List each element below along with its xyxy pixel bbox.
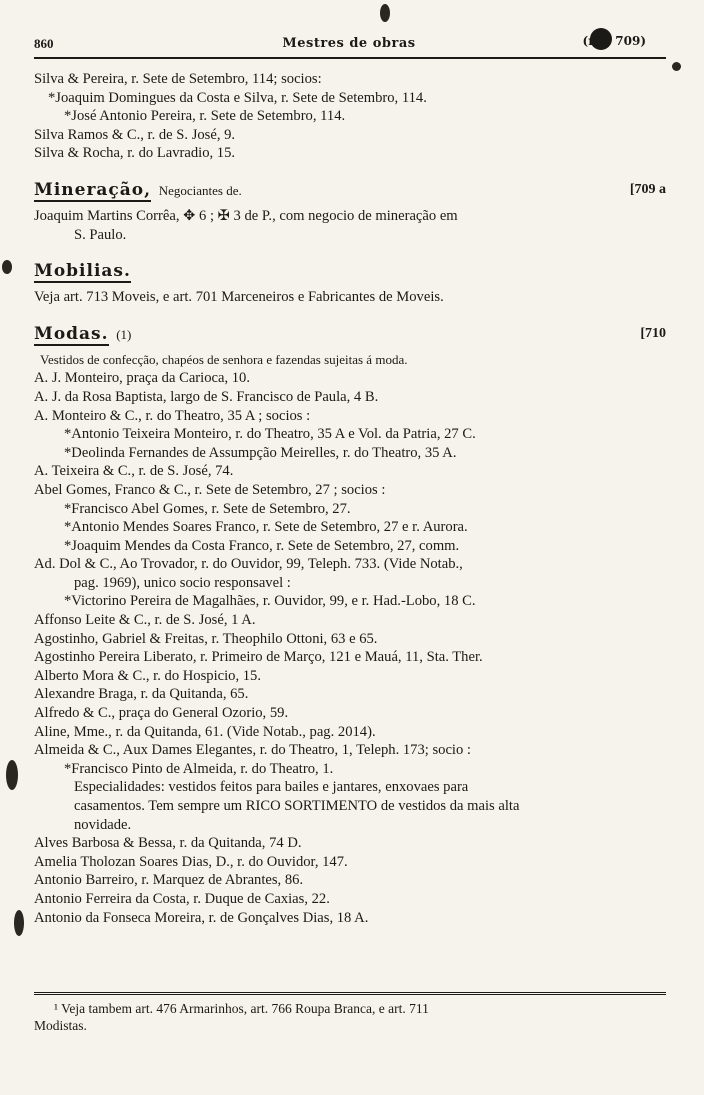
entry-line: Almeida & C., Aux Dames Elegantes, r. do Theatro, 1, Teleph. 173; socio : [34,742,471,759]
header-rule [34,57,666,59]
entry-line: A. J. da Rosa Baptista, largo de S. Francisco de Paula, 4 B. [34,388,379,405]
ink-blot [672,62,681,71]
section-heading: Modas. [34,323,109,344]
section-note: Vestidos de confecção, chapéos de senhora e fazendas sujeitas á moda. [40,351,408,367]
section-heading: Mineração, [34,179,152,200]
entry-line: A. J. Monteiro, praça da Carioca, 10. [34,370,250,387]
footnote-mark: (1) [116,326,132,342]
footnote-rule [34,992,666,993]
entry-line: Antonio Ferreira da Costa, r. Duque de Caxias, 22. [34,890,330,907]
entry-line: novidade. [74,816,132,833]
entry-line: pag. 1969), unico socio responsavel : [74,574,291,591]
entry-line: Alexandre Braga, r. da Quitanda, 65. [34,686,249,703]
footnote-line: Modistas. [34,1018,87,1033]
footnote-line: ¹ Veja tambem art. 476 Armarinhos, art. 766 Roupa Branca, e art. 711 [54,1001,429,1016]
section-number: [710 [640,325,666,341]
entry-line: *Deolinda Fernandes de Assumpção Meirelles, r. do Theatro, 35 A. [64,444,457,461]
entry-line: Aline, Mme., r. da Quitanda, 61. (Vide Notab., pag. 2014). [34,723,376,740]
entry-line: Antonio Barreiro, r. Marquez de Abrantes, 86. [34,872,304,889]
entry-line: S. Paulo. [74,226,127,243]
entry-line: Silva & Pereira, r. Sete de Setembro, 114; socios: [34,71,322,87]
entry-line: Abel Gomes, Franco & C., r. Sete de Setembro, 27 ; socios : [34,481,386,498]
ink-blot [14,910,24,936]
entry-line: casamentos. Tem sempre um RICO SORTIMENTO de vestidos da mais alta [74,798,520,814]
entry-line: Alfredo & C., praça do General Ozorio, 59. [34,705,289,722]
entry-line: *Francisco Abel Gomes, r. Sete de Setembro, 27. [64,500,351,517]
entry-line: *Antonio Mendes Soares Franco, r. Sete de Setembro, 27 e r. Aurora. [64,519,468,536]
entry-line: *Francisco Pinto de Almeida, r. do Theatro, 1. [64,760,334,777]
entry-line: *Joaquim Domingues da Costa e Silva, r. Sete de Setembro, 114. [48,89,427,106]
page-body [34,70,666,927]
entry-line: Ad. Dol & C., Ao Trovador, r. do Ouvidor, 99, Teleph. 733. (Vide Notab., [34,556,463,573]
entry-line: Joaquim Martins Corrêa, ✥ 6 ; ✠ 3 de P., com negocio de mineração em [34,207,458,224]
entry-line: *Joaquim Mendes da Costa Franco, r. Sete de Setembro, 27, comm. [64,537,460,554]
entry-line: *José Antonio Pereira, r. Sete de Setembro, 114. [64,108,346,125]
section-mobilias [34,262,666,288]
entry-line: *Victorino Pereira de Magalhães, r. Ouvidor, 99, e r. Had.-Lobo, 18 C. [64,593,476,610]
section-number: [709 a [629,181,666,197]
section-heading: Mobilias. [34,261,131,282]
entry-line: A. Monteiro & C., r. do Theatro, 35 A ; socios : [34,407,311,424]
entry-line: Veja art. 713 Moveis, e art. 701 Marceneiros e Fabricantes de Moveis. [34,289,444,306]
footnote [34,1000,664,1034]
entry-line: Affonso Leite & C., r. de S. José, 1 A. [34,612,256,629]
entry-line: Alberto Mora & C., r. do Hospicio, 15. [34,667,261,684]
ink-blot [380,4,390,22]
page-number: 860 [34,36,54,51]
entry-line: Especialidades: vestidos feitos para bailes e jantares, enxovaes para [74,779,469,796]
entry-line: Antonio da Fonseca Moreira, r. de Gonçalves Dias, 18 A. [34,909,369,926]
entry-line: Agostinho Pereira Liberato, r. Primeiro de Março, 121 e Mauá, 11, Sta. Ther. [34,649,483,666]
section-modas [34,325,666,351]
entry-line: Alves Barbosa & Bessa, r. da Quitanda, 74 D. [34,835,302,852]
page-header [34,34,664,54]
ink-blot [2,260,12,274]
section-mineracao [34,181,666,207]
page-title: Mestres de obras [282,36,416,51]
entry-line: *Antonio Teixeira Monteiro, r. do Theatro, 35 A e Vol. da Patria, 27 C. [64,426,476,443]
footnote-rule [34,994,666,995]
entry-line: Agostinho, Gabriel & Freitas, r. Theophilo Ottoni, 63 e 65. [34,630,378,647]
entry-line: Amelia Tholozan Soares Dias, D., r. do Ouvidor, 147. [34,853,348,870]
entry-line: A. Teixeira & C., r. de S. José, 74. [34,463,234,480]
entry-line: Silva Ramos & C., r. de S. José, 9. [34,126,236,143]
ink-blot [6,760,18,790]
section-subheading: Negociantes de. [158,182,242,198]
page-ref: (ref. 709) [582,34,646,48]
entry-line: Silva & Rocha, r. do Lavradio, 15. [34,145,236,162]
